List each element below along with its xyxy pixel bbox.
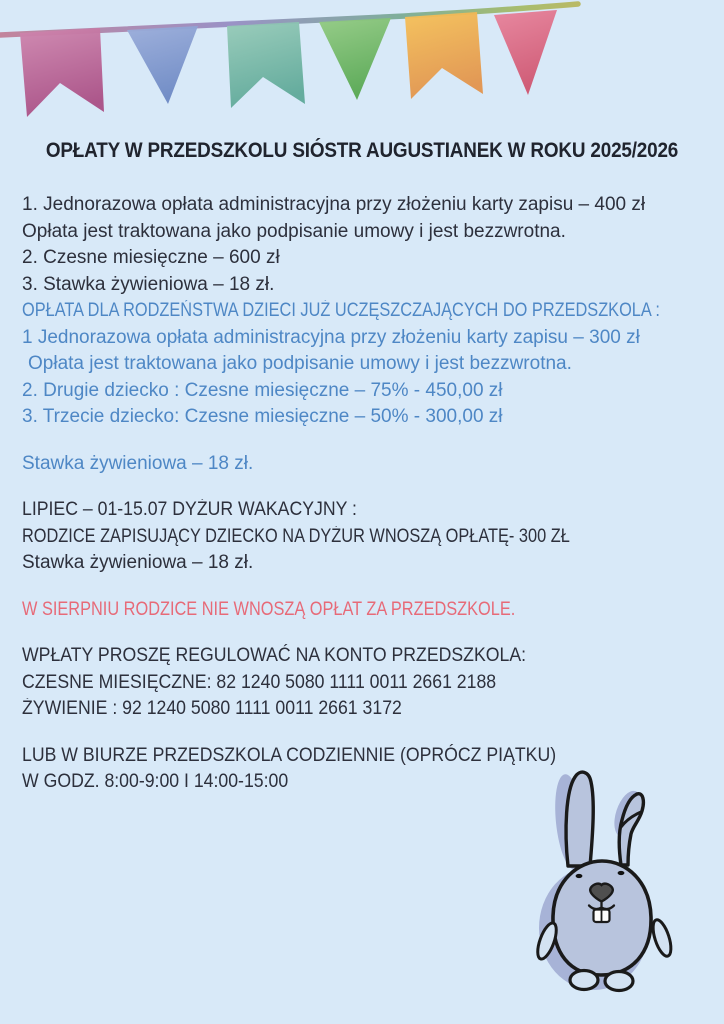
text-line: 2. Drugie dziecko : Czesne miesięczne – 75% - 450,00 zł [22, 379, 503, 401]
text-line: W SIERPNIU RODZICE NIE WNOSZĄ OPŁAT ZA PRZEDSZKOLE. [22, 598, 516, 620]
spacer [22, 577, 712, 597]
bunny-left-eye [576, 874, 583, 878]
text-line: Stawka żywieniowa – 18 zł. [22, 452, 254, 474]
flag-green-triangle [319, 18, 391, 100]
bunny-right-eye [618, 871, 625, 875]
text-line: CZESNE MIESIĘCZNE: 82 1240 5080 1111 0011 2661 2188 [22, 671, 497, 693]
text-line: W GODZ. 8:00-9:00 I 14:00-15:00 [22, 771, 289, 792]
bunny-left-foot [570, 971, 598, 990]
flag-orange-swallowtail [405, 12, 483, 99]
text-line: 1 Jednorazowa opłata administracyjna przy złożeniu karty zapisu – 300 zł [22, 326, 640, 348]
bunny-right-arm [649, 918, 674, 958]
text-line: 1. Jednorazowa opłata administracyjna przy złożeniu karty zapisu – 400 zł [22, 194, 646, 215]
text-line: 3. Trzecie dziecko: Czesne miesięczne – 50% - 300,00 zł [22, 406, 503, 427]
text-line: Stawka żywieniowa – 18 zł. [22, 552, 254, 573]
flag-blue-triangle [127, 26, 198, 104]
text-line: Opłata jest traktowana jako podpisanie umowy i jest bezzwrotna. [22, 220, 566, 242]
spacer [22, 723, 712, 743]
spacer [22, 623, 712, 643]
page-title: OPŁATY W PRZEDSZKOLU SIÓSTR AUGUSTIANEK W ROKU 2025/2026 [45, 139, 679, 162]
text-line: OPŁATA DLA RODZEŃSTWA DZIECI JUŻ UCZĘSZCZAJĄCYCH DO PRZEDSZKOLA : [22, 300, 660, 321]
bunny-teeth [594, 910, 610, 923]
text-line: ŻYWIENIE : 92 1240 5080 1111 0011 2661 3172 [22, 698, 402, 719]
spacer [22, 431, 712, 451]
text-line: WPŁATY PROSZĘ REGULOWAĆ NA KONTO PRZEDSZKOLA: [22, 645, 527, 666]
content-text [22, 192, 712, 796]
bunny-left-ear [566, 772, 593, 866]
text-line: Opłata jest traktowana jako podpisanie umowy i jest bezzwrotna. [28, 353, 572, 374]
text-line: LUB W BIURZE PRZEDSZKOLA CODZIENNIE (OPRÓCZ PIĄTKU) [22, 744, 557, 766]
bunting-decoration [0, 0, 724, 132]
flag-teal-swallowtail [227, 22, 305, 108]
text-line: 3. Stawka żywieniowa – 18 zł. [22, 273, 275, 295]
text-line: LIPIEC – 01-15.07 DYŻUR WAKACYJNY : [22, 499, 357, 520]
bunny-illustration [520, 760, 724, 1024]
flag-pink-swallowtail [20, 28, 104, 117]
text-line: RODZICE ZAPISUJĄCY DZIECKO NA DYŻUR WNOSZĄ OPŁATĘ- 300 ZŁ [22, 525, 570, 547]
bunny-right-foot [605, 972, 633, 991]
flag-red-triangle [494, 10, 557, 95]
spacer [22, 477, 712, 497]
text-line: 2. Czesne miesięczne – 600 zł [22, 247, 280, 268]
